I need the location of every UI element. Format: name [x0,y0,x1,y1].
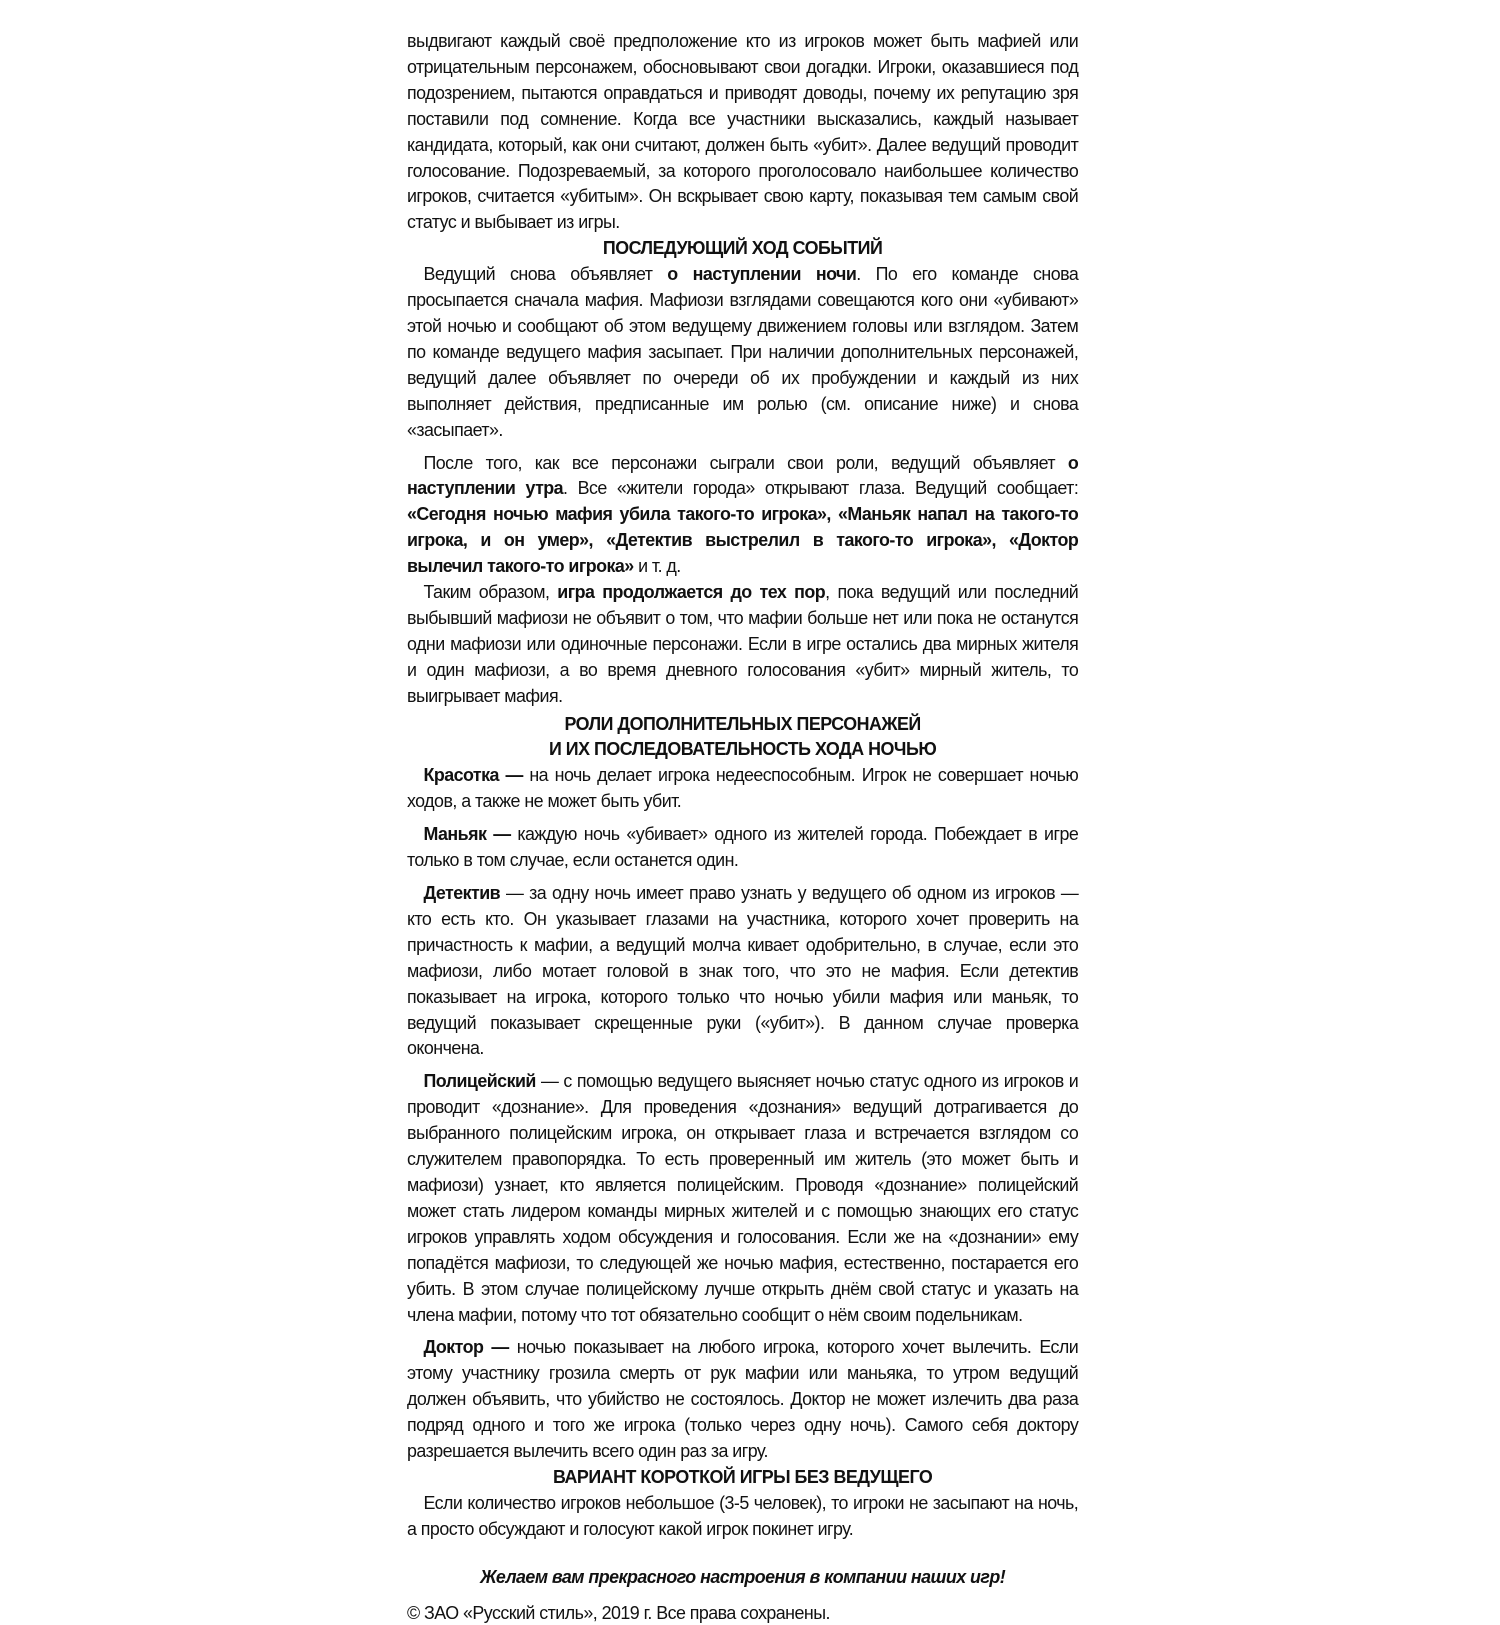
role-detective [407,880,1078,1061]
night-emphasis: о наступлении ночи [667,263,857,285]
role-name: Красотка — [423,764,523,786]
role-name: Доктор — [423,1336,509,1358]
section-heading-short-game: ВАРИАНТ КОРОТКОЙ ИГРЫ БЕЗ ВЕДУЩЕГО [553,1465,933,1487]
role-name: Полицейский [423,1070,536,1092]
morning-paragraph [407,450,1078,580]
night-text-start: Ведущий снова объявляет [423,263,668,285]
section-heading-roles-line1: РОЛИ ДОПОЛНИТЕЛЬНЫХ ПЕРСОНАЖЕЙ [564,712,921,734]
role-description: ночью показывает на любого игрока, которого хочет вылечить. Если этому участнику грозила смерть от рук мафии или маньяка, то утром ведущий должен объявить, что убийство не состоялось. Доктор не может излечить два раза подряд одного и того же игрока (только через одну ночь). Самого себя доктору разрешается вылечить всего один раз за игру. [407,1336,1079,1462]
rules-page [407,28,1078,1625]
continuation-emphasis: игра продолжается до тех пор [557,581,826,603]
copyright-notice: © ЗАО «Русский стиль», 2019 г. Все права сохранены. [407,1601,830,1623]
continuation-text-end: , пока ведущий или последний выбывший мафиози не объявит о том, что мафии больше нет или пока не останутся одни мафиози или одиночные персонажи. Если в игре остались два мирных жителя и один мафиози, а во время дневного голосования «убит» мирный житель, то выигрывает мафия. [407,581,1079,706]
role-policeman [407,1068,1078,1327]
section-heading-roles-line2: И ИХ ПОСЛЕДОВАТЕЛЬНОСТЬ ХОДА НОЧЬЮ [548,738,937,760]
continuation-paragraph [407,579,1078,709]
role-name: Детектив [423,882,501,903]
section-heading-next-events: ПОСЛЕДУЮЩИЙ ХОД СОБЫТИЙ [602,237,883,259]
morning-text-mid: . Все «жители города» открывают глаза. Ведущий сообщает: [563,477,1079,499]
morning-announcements: «Сегодня ночью мафия убила такого-то игрока», «Маньяк напал на такого-то игрока, и он умер», «Детектив выстрелил в такого-то игрока», «Доктор вылечил такого-то игрока» [407,503,1079,577]
morning-emphasis: о наступлении утра [407,451,1079,499]
role-description: — за одну ночь имеет право узнать у ведущего об одном из игроков — кто есть кто. Он указывает глазами на участника, которого хочет проверить на причастность к мафии, а ведущий молча кивает одобрительно, в случае, если это мафиози, либо мотает головой в знак того, что это не мафия. Если детектив показывает на игрока, которого только что ночью убили мафия или маньяк, то ведущий показывает скрещенные руки («убит»). В данном случае проверка окончена. [407,882,1079,1059]
short-game-paragraph: Если количество игроков небольшое (3-5 человек), то игроки не засыпают на ночь, а просто обсуждают и голосуют какой игрок покинет игру. [407,1491,1079,1539]
night-paragraph [407,261,1078,442]
role-description: на ночь делает игрока недееспособным. Игрок не совершает ночью ходов, а также не может быть убит. [407,764,1079,812]
continuation-text-start: Таким образом, [423,581,558,603]
role-doctor [407,1334,1078,1464]
role-beauty [407,762,1078,814]
morning-text-start: После того, как все персонажи сыграли свои роли, ведущий объявляет [423,451,1068,473]
closing-wish: Желаем вам прекрасного настроения в компании наших игр! [480,1565,1006,1587]
intro-paragraph: выдвигают каждый своё предположение кто из игроков может быть мафией или отрицательным персонажем, обосновывают свои догадки. Игроки, оказавшиеся под подозрением, пытаются оправдаться и приводят доводы, почему их репутацию зря поставили под сомнение. Когда все участники высказались, каждый называет кандидата, который, как они считают, должен быть «убит». Далее ведущий проводит голосование. Подозреваемый, за которого проголосовало наибольшее количество игроков, считается «убитым». Он вскрывает свою карту, показывая тем самым свой статус и выбывает из игры. [407,30,1079,233]
role-description: — с помощью ведущего выясняет ночью статус одного из игроков и проводит «дознание». Для проведения «дознания» ведущий дотрагивается до выбранного полицейским игрока, он открывает глаза и встречается взглядом со служителем правопорядка. То есть проверенный им житель (это может быть и мафиози) узнает, кто является полицейским. Проводя «дознание» полицейский может стать лидером команды мирных жителей и с помощью знающих его статус игроков управлять ходом обсуждения и голосования. Если же на «дознании» ему попадётся мафиози, то следующей же ночью мафия, естественно, постарается его убить. В этом случае полицейскому лучше открыть днём свой статус и указать на члена мафии, потому что тот обязательно сообщит о нём своим подельникам. [407,1070,1079,1325]
morning-text-end: и т. д. [633,555,681,577]
night-text-end: . По его команде снова просыпается сначала мафия. Мафиози взглядами совещаются кого они «убивают» этой ночью и сообщают об этом ведущему движением головы или взглядом. Затем по команде ведущего мафия засыпает. При наличии дополнительных персонажей, ведущий далее объявляет по очереди об их пробуждении и каждый из них выполняет действия, предписанные им ролью (см. описание ниже) и снова «засыпает». [407,263,1079,440]
role-maniac [407,821,1078,873]
role-name: Маньяк — [423,823,511,845]
role-description: каждую ночь «убивает» одного из жителей города. Побеждает в игре только в том случае, если останется один. [407,823,1079,871]
